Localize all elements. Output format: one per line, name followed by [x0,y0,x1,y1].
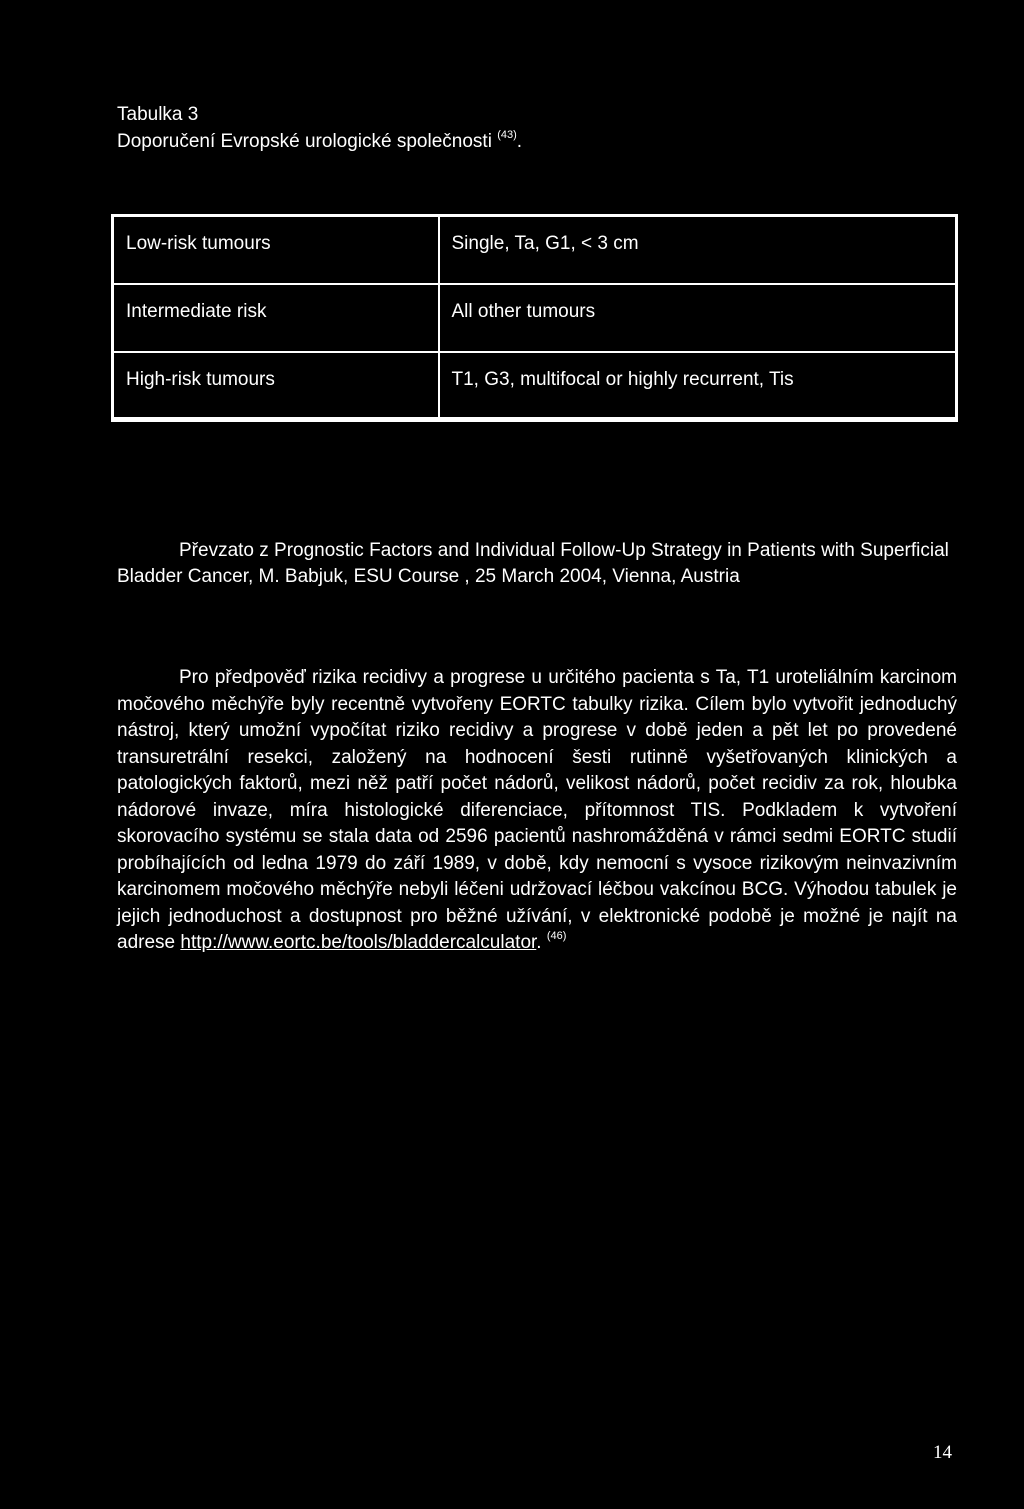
citation-ref-43: (43) [497,129,517,141]
risk-table [111,214,958,422]
body-paragraph [117,665,957,957]
risk-group-cell: Intermediate risk [113,284,439,352]
table-row [113,284,957,352]
table-title-text: Doporučení Evropské urologické společnosti [117,131,498,152]
risk-criteria-cell: All other tumours [439,284,957,352]
table-title-end: . [516,131,523,152]
table-label: Tabulka 3 [117,104,199,125]
table-title [117,128,522,155]
source-note: Převzato z Prognostic Factors and Individual Follow-Up Strategy in Patients with Superficial Bladder Cancer, M. Babjuk, ESU Course , 25 March 2004, Vienna, Austria [117,540,949,587]
body-text: Pro předpověď rizika recidivy a progrese u určitého pacienta s Ta, T1 uroteliálním karcinom močového měchýře byly recentně vytvořeny EORTC tabulky rizika. Cílem bylo vytvořit jednoduchý nástroj, který umožní vypočítat riziko recidivy a progrese v době jeden a pět let po provedené transuretrální resekci, založený na hodnocení šesti rutinně vyšetřovaných klinických a patologických faktorů, mezi něž patří počet nádorů, velikost nádorů, počet recidiv za rok, hloubka nádorové invaze, míra histologické diferenciace, přítomnost TIS. Podkladem k vytvoření skorovacího systému se stala data od 2596 pacientů nashromážděná v rámci sedmi EORTC studií probíhajících od ledna 1979 do září 1989, v době, kdy nemocní s vysoce rizikovým neinvazivním karcinomem močového měchýře nebyli léčeni udržovací léčbou vakcínou BCG. Výhodou tabulek je jejich jednoduchost a dostupnost pro běžné užívání, v elektronické podobě je možné je najít na adrese [117,667,957,953]
citation-ref-46: (46) [546,930,567,942]
risk-criteria-cell: T1, G3, multifocal or highly recurrent, Tis [439,352,957,420]
table-row [113,216,957,284]
body-after-link: . [536,932,547,953]
risk-group-cell: High-risk tumours [113,352,439,420]
risk-group-cell: Low-risk tumours [113,216,439,284]
page-number: 14 [933,1442,952,1463]
eortc-calculator-link[interactable]: http://www.eortc.be/tools/bladdercalculator [180,932,537,953]
table-row [113,352,957,420]
risk-criteria-cell: Single, Ta, G1, < 3 cm [439,216,957,284]
table-caption [117,101,522,155]
